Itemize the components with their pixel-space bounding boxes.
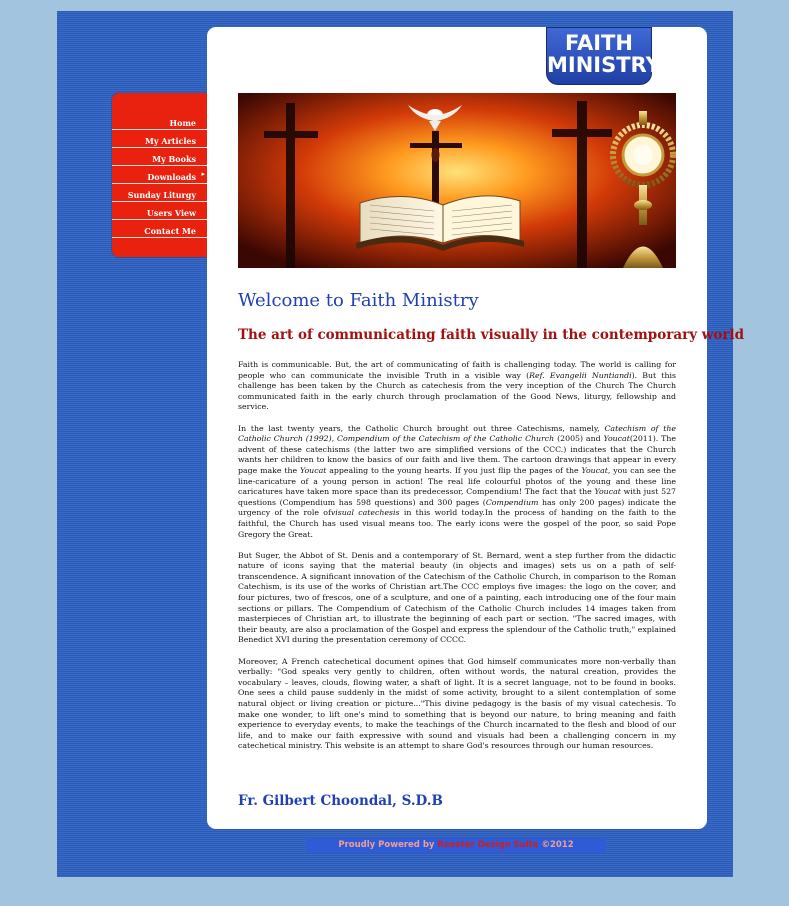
text-run: appealing to the young hearts. If you just flip the pages of the [326,465,582,475]
logo-line-1: FAITH [565,31,633,55]
article-body [238,360,676,763]
text-run: (2005) and [554,434,604,444]
page-subtitle: The art of communicating faith visually in the contemporary world [238,327,745,343]
nav-item-home[interactable] [112,112,210,130]
text-run: , you can see the line-caricature of a young person in action! The real life colourful photos of the young and these line caricatures have taken more space than its predecessor, Compendium! The fact that the [238,465,676,497]
text-run-italic: Catechism of the Catholic Church (1992), Compendium of the Catechism of the Catholic Church [238,423,676,444]
nav-item-label: Sunday Liturgy [127,190,196,200]
text-run-italic: Youcat [594,487,621,497]
footer-suffix: ©2012 [538,840,574,850]
text-run-italic: Ref. Evangelii Nuntiandi [529,370,632,380]
nav-item-label: My Books [152,154,196,164]
nav-item-contact-me[interactable] [112,220,210,238]
nav-item-my-books[interactable] [112,148,210,166]
text-run: In the last twenty years, the Catholic Church brought out three Catechisms, namely, [238,423,605,433]
nav-item-label: Downloads [147,172,196,182]
site-logo[interactable] [546,27,661,85]
main-nav [112,93,210,257]
footer-prefix: Proudly Powered by [338,840,438,850]
nav-item-label: Home [169,118,196,128]
footer-brand-link[interactable]: Rooster Design Suite [437,840,539,850]
text-run: ). But this challenge has been taken by the Church as catechesis from the very inception of the Church The Church communicated faith in the early church through proclamation of the Good News, liturgy, fellowship and service. [238,370,676,412]
author-signature: Fr. Gilbert Choondal, S.D.B [238,793,443,809]
hero-banner-illustration [238,93,676,268]
footer-bar [306,838,606,853]
page-title: Welcome to Faith Ministry [238,290,479,311]
text-run-italic: Youcat [581,465,608,475]
paragraph-1 [238,360,676,413]
text-run-italic: Compendium [485,497,539,507]
nav-item-downloads[interactable] [112,166,210,184]
text-run-italic: visual catechesis [330,508,400,518]
nav-item-users-view[interactable] [112,202,210,220]
paragraph-4: Moreover, A French catechetical document opines that God himself communicates more non-verbally than verbally: "God speaks very gently to children, often without words, the natural creation, provides the vocabulary – leaves, clouds, flowing water, a shaft of light. It is a secret language, not to be found in books. One sees a child pause suddenly in the midst of some activity, brought to a silent contemplation of some natural object or living creation or picture..."This divine pedagogy is the basis of my visual catechesis. To make one wonder, to lift one's mind to something that is beyond our nature, to bring meaning and faith experience to everyday events, to make the teachings of the Church incarnated to the flesh and blood of our life, and to make our faith expressive with sound and visuals had been a challenging concern in my catechetical ministry. This website is an attempt to share God's resources through our human resources. [238,656,676,751]
text-run: Faith is communicable. But, the art of communicating of faith is challenging today. The world is calling for people who can communicate the invisible Truth in a visible way ( [238,360,676,380]
paragraph-3: But Suger, the Abbot of St. Denis and a contemporary of St. Bernard, went a step further from the didactic nature of icons saying that the material beauty (in objects and images) sets us on a path of self-transcendence. A significant innovation of the Catechism of the Catholic Church, in comparison to the Roman Catechism, is its use of the works of Christian art.The CCC employs five images: the logo on the cover, and four pictures, two of frescos, one of a sculpture, and one of a painting, each introducing one of the four main sections or pillars. The Compendium of Catechism of the Catholic Church includes 14 images taken from masterpieces of Christian art, to illustrate the beginning of each part or section. "The sacred images, with their beauty, are also a proclamation of the Gospel and express the splendour of the Catholic truth," explained Benedict XVI during the presentation ceremony of CCCC. [238,550,676,645]
text-run: has only 200 pages) indicate the urgency of the role of [238,497,676,518]
text-run-italic: Youcat [603,434,630,444]
nav-item-my-articles[interactable] [112,130,210,148]
text-run: (2011). The advent of these catechisms (the latter two are simplified versions of the CCC.) indicates that the Church wants her children to know the basics of our faith and live them. The cartoon drawings that appear in every page make the [238,434,676,475]
nav-item-sunday-liturgy[interactable] [112,184,210,202]
text-run: with just 527 questions (Compendium has 598 questions) and 300 pages ( [238,487,676,507]
nav-item-label: Contact Me [144,226,196,236]
paragraph-2 [238,424,676,541]
text-run-italic: Youcat [300,465,327,475]
text-run: in this world today.In the process of handing on the faith to the faithful, the Church has used visual means too. The early icons were the gospel of the poor, so said Pope Gregory the Great. [238,508,676,539]
chevron-right-icon: ▸ [201,170,205,178]
nav-item-label: Users View [146,208,196,218]
logo-line-2: MINISTRY [547,53,661,77]
hero-banner-image [238,93,676,268]
nav-item-label: My Articles [145,136,196,146]
